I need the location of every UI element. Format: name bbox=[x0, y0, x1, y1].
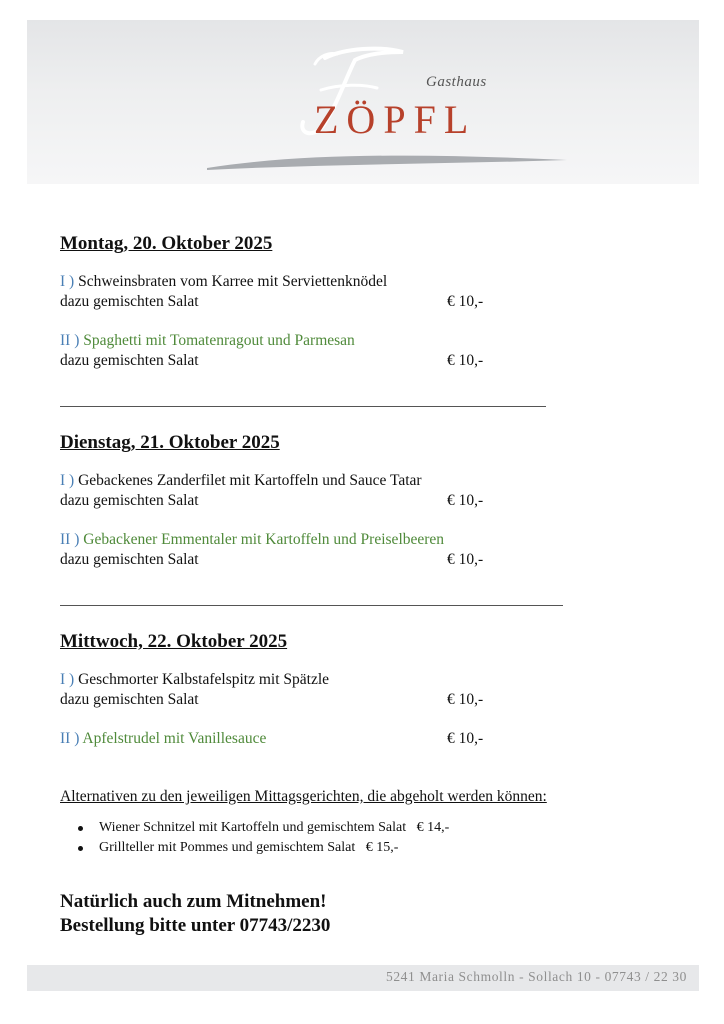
alternative-price: € 14,- bbox=[416, 820, 450, 835]
logo-subtitle: Gasthaus bbox=[426, 74, 487, 90]
dish-name: Apfelstrudel mit Vanillesauce bbox=[82, 730, 267, 747]
day-title: Dienstag, 21. Oktober 2025 bbox=[60, 432, 280, 453]
dish-line bbox=[60, 530, 444, 550]
dish-name: Gebackenes Zanderfilet mit Kartoffeln und Sauce Tatar bbox=[78, 472, 422, 489]
alternatives-list bbox=[78, 818, 449, 858]
day-title: Montag, 20. Oktober 2025 bbox=[60, 233, 273, 254]
dish-line bbox=[60, 670, 329, 690]
dish-name: Geschmorter Kalbstafelspitz mit Spätzle bbox=[78, 671, 330, 688]
dish-price: € 10,- bbox=[447, 293, 484, 310]
dish-line bbox=[60, 471, 422, 491]
closing-note bbox=[60, 890, 330, 938]
dish-name: Schweinsbraten vom Karree mit Serviettenknödel bbox=[78, 273, 388, 290]
dish-side: dazu gemischten Salat bbox=[60, 551, 199, 568]
alternatives-title: Alternativen zu den jeweiligen Mittagsgerichten, die abgeholt werden können: bbox=[60, 788, 547, 805]
dish-price: € 10,- bbox=[447, 352, 484, 369]
list-item bbox=[78, 838, 449, 858]
divider bbox=[60, 605, 563, 606]
alternative-text: Wiener Schnitzel mit Kartoffeln und gemischtem Salat bbox=[99, 820, 407, 835]
dish-number: I ) bbox=[60, 671, 75, 688]
dish-price: € 10,- bbox=[447, 691, 484, 708]
day-title: Mittwoch, 22. Oktober 2025 bbox=[60, 631, 288, 652]
footer-address: 5241 Maria Schmolln - Sollach 10 - 07743 / 22 30 bbox=[385, 969, 687, 984]
logo-swoosh-icon bbox=[187, 140, 577, 180]
day-section-tuesday bbox=[60, 431, 660, 581]
dish-line bbox=[60, 331, 355, 351]
logo-name: ZÖPFL bbox=[314, 97, 477, 142]
dish-side: dazu gemischten Salat bbox=[60, 492, 199, 509]
dish-number: I ) bbox=[60, 472, 75, 489]
dish-price: € 10,- bbox=[447, 551, 484, 568]
dish-number: II ) bbox=[60, 531, 80, 548]
day-section-wednesday bbox=[60, 630, 660, 760]
dish-name: Gebackener Emmentaler mit Kartoffeln und Preiselbeeren bbox=[83, 531, 445, 548]
dish-price: € 10,- bbox=[447, 730, 484, 747]
dish-side: dazu gemischten Salat bbox=[60, 352, 199, 369]
list-item bbox=[78, 818, 449, 838]
closing-line-2: Bestellung bitte unter 07743/2230 bbox=[60, 915, 331, 936]
footer-bar bbox=[27, 965, 699, 991]
dish-line bbox=[60, 729, 266, 749]
header-banner bbox=[27, 20, 699, 184]
dish-number: II ) bbox=[60, 730, 80, 747]
day-section-monday bbox=[60, 232, 660, 382]
dish-name: Spaghetti mit Tomatenragout und Parmesan bbox=[83, 332, 355, 349]
alternative-price: € 15,- bbox=[365, 840, 399, 855]
dish-side: dazu gemischten Salat bbox=[60, 293, 199, 310]
divider bbox=[60, 406, 546, 407]
dish-number: II ) bbox=[60, 332, 80, 349]
dish-number: I ) bbox=[60, 273, 75, 290]
alternative-text: Grillteller mit Pommes und gemischtem Salat bbox=[99, 840, 356, 855]
closing-line-1: Natürlich auch zum Mitnehmen! bbox=[60, 891, 327, 912]
dish-line bbox=[60, 272, 387, 292]
dish-price: € 10,- bbox=[447, 492, 484, 509]
dish-side: dazu gemischten Salat bbox=[60, 691, 199, 708]
